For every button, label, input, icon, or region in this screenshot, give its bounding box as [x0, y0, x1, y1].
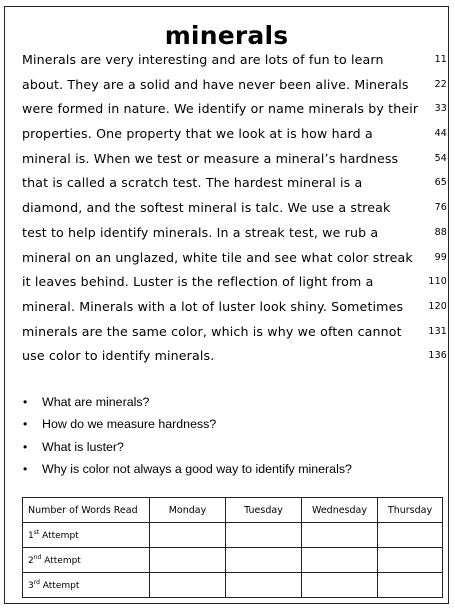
passage-text: about. They are a solid and have never been alive. Minerals — [22, 76, 409, 92]
passage-line — [22, 247, 447, 272]
table-cell[interactable] — [302, 573, 378, 598]
word-count: 44 — [434, 128, 447, 140]
worksheet-page — [4, 6, 449, 604]
passage-text: Minerals are very interesting and are lots of fun to learn — [22, 52, 384, 67]
table-cell[interactable] — [226, 523, 302, 548]
word-count: 54 — [434, 152, 447, 164]
question-item — [22, 440, 442, 462]
passage-text: minerals are the same color, which is why we often cannot — [22, 323, 402, 339]
passage-line — [22, 49, 447, 74]
passage-line — [22, 148, 447, 173]
word-count: 131 — [428, 325, 447, 337]
passage-line — [22, 296, 447, 321]
attempt-number: 1 — [28, 531, 34, 541]
attempt-number: 3 — [28, 581, 34, 591]
column-header: Number of Words Read — [23, 498, 150, 523]
word-count: 11 — [434, 54, 447, 65]
table-row — [23, 573, 443, 598]
passage-line — [22, 98, 447, 123]
column-header: Wednesday — [302, 498, 378, 523]
table-header-row — [23, 498, 443, 523]
passage-text: were formed in nature. We identify or name minerals by their — [22, 101, 419, 117]
passage-text: that is called a scratch test. The hardest mineral is a — [22, 175, 363, 191]
passage-text: properties. One property that we look at is how hard a — [22, 126, 373, 142]
passage-text: diamond, and the softest mineral is talc. We use a streak — [22, 200, 391, 216]
question-text: How do we measure hardness? — [42, 417, 217, 432]
passage-line — [22, 74, 447, 99]
passage-line — [22, 197, 447, 222]
column-header: Monday — [150, 498, 226, 523]
passage-text: test to help identify minerals. In a streak test, we rub a — [22, 224, 379, 240]
word-count: 120 — [428, 300, 447, 312]
passage-text: use color to identify minerals. — [22, 348, 215, 364]
table-row — [23, 523, 443, 548]
passage-line — [22, 271, 447, 296]
passage-line — [22, 321, 447, 346]
column-header: Tuesday — [226, 498, 302, 523]
bullet-icon: • — [23, 395, 28, 409]
table-cell[interactable] — [378, 573, 443, 598]
attempt-text: Attempt — [41, 556, 81, 566]
table-cell[interactable] — [150, 523, 226, 548]
ordinal-suffix: rd — [33, 579, 40, 586]
question-item — [22, 462, 442, 484]
passage-line — [22, 172, 447, 197]
passage-text: mineral. Minerals with a lot of luster look shiny. Sometimes — [22, 298, 404, 314]
table-cell[interactable] — [302, 523, 378, 548]
passage-line — [22, 222, 447, 247]
passage-line — [22, 123, 447, 148]
table-cell[interactable] — [150, 573, 226, 598]
word-count: 136 — [428, 350, 447, 362]
bullet-icon: • — [23, 461, 28, 476]
attempt-label — [23, 573, 150, 598]
column-header: Thursday — [378, 498, 443, 523]
word-count: 22 — [434, 78, 447, 90]
question-item — [22, 417, 442, 439]
passage-text: mineral is. When we test or measure a mineral’s hardness — [22, 150, 399, 166]
passage-text: mineral on an unglazed, white tile and see what color streak — [22, 249, 413, 265]
table-cell[interactable] — [226, 573, 302, 598]
table-row — [23, 548, 443, 573]
word-count: 99 — [434, 251, 447, 263]
attempt-text: Attempt — [39, 531, 79, 541]
table-cell[interactable] — [378, 548, 443, 573]
bullet-icon: • — [23, 439, 28, 454]
fluency-tracker-table — [22, 497, 443, 598]
attempt-label — [23, 548, 150, 573]
question-item — [22, 395, 442, 417]
reading-passage — [22, 49, 447, 370]
word-count: 88 — [434, 226, 447, 238]
question-text: Why is color not always a good way to identify minerals? — [42, 461, 352, 476]
ordinal-suffix: nd — [33, 554, 42, 561]
ordinal-suffix: st — [33, 529, 40, 536]
bullet-icon: • — [23, 417, 28, 432]
page-title: minerals — [164, 21, 289, 50]
attempt-label — [23, 523, 150, 548]
attempt-number: 2 — [28, 556, 34, 566]
word-count: 65 — [434, 177, 447, 189]
table-cell[interactable] — [226, 548, 302, 573]
word-count: 33 — [434, 103, 447, 115]
question-list — [22, 395, 442, 484]
word-count: 76 — [434, 202, 447, 214]
table-cell[interactable] — [150, 548, 226, 573]
passage-text: it leaves behind. Luster is the reflection of light from a — [22, 274, 374, 290]
table-cell[interactable] — [378, 523, 443, 548]
attempt-text: Attempt — [39, 581, 80, 591]
table-cell[interactable] — [302, 548, 378, 573]
word-count: 110 — [428, 276, 447, 288]
question-text: What is luster? — [42, 439, 124, 454]
passage-line — [22, 345, 447, 370]
question-text: What are minerals? — [42, 395, 150, 409]
